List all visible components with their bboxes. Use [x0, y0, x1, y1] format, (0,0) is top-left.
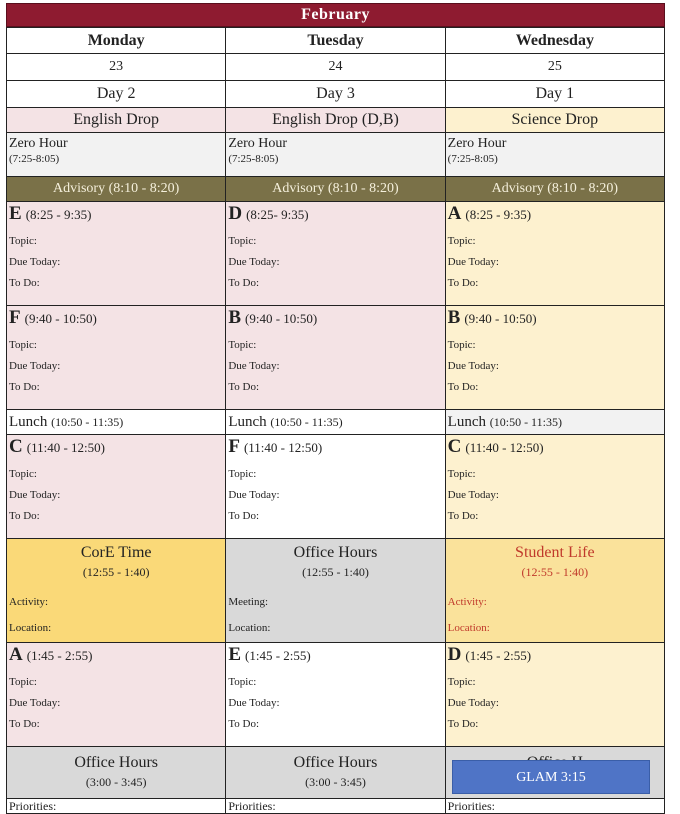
rotation-monday: Day 2	[7, 81, 226, 108]
due-label: Due Today:	[447, 360, 499, 372]
period-time: (8:25 - 9:35)	[25, 207, 92, 222]
period-block-tuesday-3	[226, 435, 445, 539]
activity-label: Activity:	[447, 596, 487, 608]
location-label: Location:	[228, 622, 271, 634]
lunch-monday	[7, 410, 226, 435]
month-title: February	[6, 3, 665, 27]
weekly-planner	[6, 3, 665, 814]
period-time: (9:40 - 10:50)	[24, 311, 97, 326]
zero-hour-title: Zero Hour	[228, 136, 288, 151]
period-letter: A	[9, 644, 23, 665]
period-letter: B	[228, 307, 242, 328]
todo-label: To Do:	[228, 381, 260, 393]
todo-label: To Do:	[9, 510, 40, 522]
period-letter: D	[447, 644, 462, 665]
block-title: Office Hours	[293, 754, 378, 771]
block-time: (3:00 - 3:45)	[85, 775, 147, 789]
period-letter: F	[9, 307, 21, 328]
zero-hour-monday	[7, 133, 226, 177]
lunch-time: (10:50 - 11:35)	[489, 415, 562, 429]
topic-label: Topic:	[447, 468, 476, 480]
student-life-block	[445, 539, 664, 643]
office-hours-end-monday	[7, 747, 226, 799]
activity-label: Activity:	[9, 596, 49, 608]
topic-label: Topic:	[228, 676, 257, 688]
day-header-wednesday: Wednesday	[445, 28, 664, 54]
location-label: Location:	[9, 622, 52, 634]
rotation-tuesday: Day 3	[226, 81, 445, 108]
lunch-label: Lunch	[447, 414, 486, 430]
lunch-time: (10:50 - 11:35)	[51, 415, 124, 429]
zero-hour-title: Zero Hour	[9, 136, 68, 151]
priorities-monday: Priorities:	[7, 799, 226, 814]
topic-label: Topic:	[447, 339, 476, 351]
period-time: (1:45 - 2:55)	[26, 648, 93, 663]
todo-label: To Do:	[447, 718, 479, 730]
block-title: Office Hours	[293, 544, 378, 561]
period-time: (11:40 - 12:50)	[26, 440, 105, 455]
block-time: (12:55 - 1:40)	[82, 565, 150, 579]
todo-label: To Do:	[9, 381, 40, 393]
office-hours-end-tuesday	[226, 747, 445, 799]
day-header-monday: Monday	[7, 28, 226, 54]
due-label: Due Today:	[228, 489, 280, 501]
period-letter: E	[228, 644, 242, 665]
period-time: (1:45 - 2:55)	[245, 648, 311, 663]
zero-hour-title: Zero Hour	[447, 136, 507, 151]
todo-label: To Do:	[228, 718, 260, 730]
date-monday: 23	[7, 54, 226, 81]
period-time: (8:25- 9:35)	[246, 207, 309, 222]
period-letter: D	[228, 203, 243, 224]
priorities-tuesday: Priorities:	[226, 799, 445, 814]
period-block-wednesday-4	[445, 643, 664, 747]
period-letter: A	[447, 203, 462, 224]
date-wednesday: 25	[445, 54, 664, 81]
due-label: Due Today:	[9, 489, 61, 501]
period-block-wednesday-2	[445, 306, 664, 410]
advisory-tuesday: Advisory (8:10 - 8:20)	[226, 177, 445, 202]
advisory-monday: Advisory (8:10 - 8:20)	[7, 177, 226, 202]
period-time: (8:25 - 9:35)	[465, 207, 532, 222]
period-letter: E	[9, 203, 22, 224]
topic-label: Topic:	[9, 339, 37, 351]
period-time: (11:40 - 12:50)	[465, 440, 544, 455]
drop-wednesday: Science Drop	[445, 108, 664, 133]
day-header-tuesday: Tuesday	[226, 28, 445, 54]
todo-label: To Do:	[447, 510, 479, 522]
topic-label: Topic:	[447, 235, 476, 247]
due-label: Due Today:	[9, 256, 61, 268]
topic-label: Topic:	[228, 339, 257, 351]
period-letter: C	[9, 436, 23, 457]
block-time: (12:55 - 1:40)	[302, 565, 369, 579]
block-time: (12:55 - 1:40)	[521, 565, 589, 579]
due-label: Due Today:	[447, 697, 499, 709]
drop-monday: English Drop	[7, 108, 226, 133]
block-title: Office Hours	[74, 754, 158, 771]
period-block-tuesday-2	[226, 306, 445, 410]
drop-tuesday: English Drop (D,B)	[226, 108, 445, 133]
office-hours-block	[226, 539, 445, 643]
period-block-tuesday-1	[226, 202, 445, 306]
todo-label: To Do:	[228, 510, 260, 522]
zero-hour-time: (7:25-8:05)	[9, 153, 60, 165]
todo-label: To Do:	[228, 277, 260, 289]
period-block-tuesday-4	[226, 643, 445, 747]
zero-hour-time: (7:25-8:05)	[447, 153, 498, 165]
topic-label: Topic:	[9, 676, 37, 688]
period-block-monday-3	[7, 435, 226, 539]
due-label: Due Today:	[228, 360, 280, 372]
lunch-time: (10:50 - 11:35)	[270, 415, 343, 429]
todo-label: To Do:	[9, 718, 40, 730]
date-tuesday: 24	[226, 54, 445, 81]
topic-label: Topic:	[447, 676, 476, 688]
period-block-monday-1	[7, 202, 226, 306]
core-time-block	[7, 539, 226, 643]
period-time: (11:40 - 12:50)	[243, 440, 323, 455]
period-time: (1:45 - 2:55)	[465, 648, 532, 663]
glam-overlay-box[interactable]: GLAM 3:15	[452, 760, 650, 794]
topic-label: Topic:	[228, 235, 257, 247]
period-time: (9:40 - 10:50)	[245, 311, 318, 326]
period-block-wednesday-1	[445, 202, 664, 306]
zero-hour-time: (7:25-8:05)	[228, 153, 279, 165]
period-block-wednesday-3	[445, 435, 664, 539]
todo-label: To Do:	[447, 381, 479, 393]
priorities-wednesday: Priorities:	[445, 799, 664, 814]
lunch-label: Lunch	[9, 414, 48, 430]
todo-label: To Do:	[447, 277, 479, 289]
topic-label: Topic:	[9, 235, 37, 247]
advisory-wednesday: Advisory (8:10 - 8:20)	[445, 177, 664, 202]
due-label: Due Today:	[9, 360, 61, 372]
rotation-wednesday: Day 1	[445, 81, 664, 108]
due-label: Due Today:	[447, 256, 499, 268]
zero-hour-wednesday	[445, 133, 664, 177]
zero-hour-tuesday	[226, 133, 445, 177]
lunch-wednesday	[445, 410, 664, 435]
lunch-tuesday	[226, 410, 445, 435]
block-time: (3:00 - 3:45)	[305, 775, 366, 789]
lunch-label: Lunch	[228, 414, 267, 430]
location-label: Location:	[447, 622, 490, 634]
period-letter: F	[228, 436, 240, 457]
due-label: Due Today:	[447, 489, 499, 501]
period-letter: B	[447, 307, 461, 328]
due-label: Due Today:	[228, 256, 280, 268]
due-label: Due Today:	[228, 697, 280, 709]
todo-label: To Do:	[9, 277, 40, 289]
period-block-monday-4	[7, 643, 226, 747]
topic-label: Topic:	[9, 468, 37, 480]
period-time: (9:40 - 10:50)	[464, 311, 537, 326]
block-title: Student Life	[515, 544, 595, 561]
schedule-table	[6, 27, 665, 814]
due-label: Due Today:	[9, 697, 61, 709]
period-block-monday-2	[7, 306, 226, 410]
meeting-label: Meeting:	[228, 596, 269, 608]
block-title: CorE Time	[80, 544, 152, 561]
topic-label: Topic:	[228, 468, 257, 480]
period-letter: C	[447, 436, 462, 457]
